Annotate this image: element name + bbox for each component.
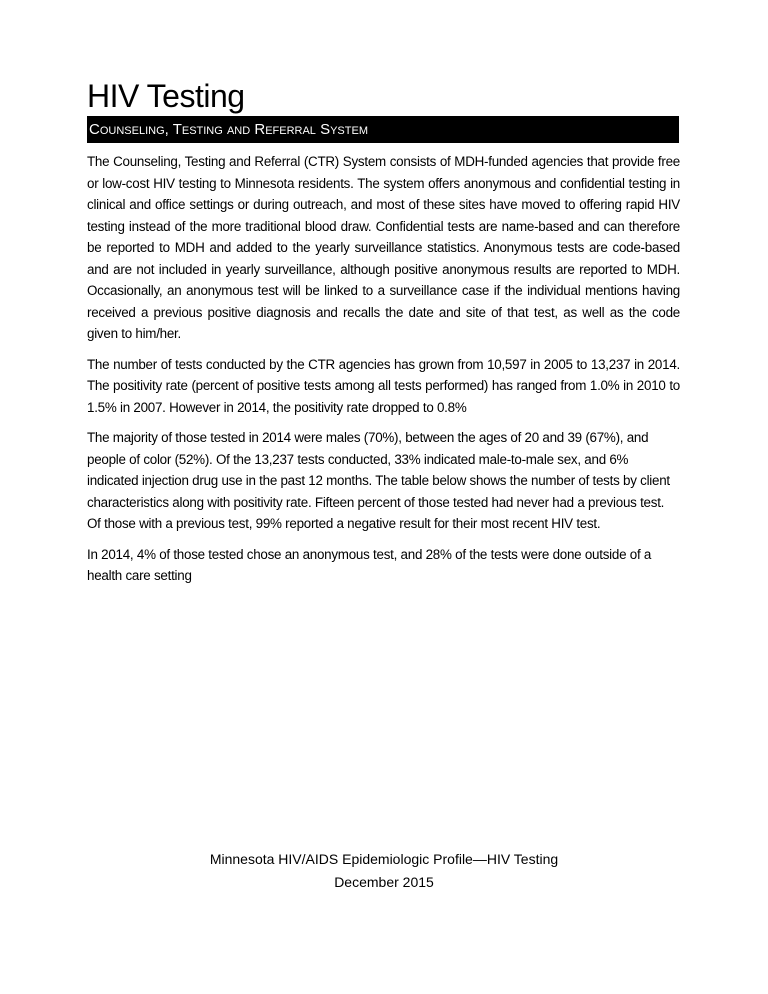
page-footer [0, 848, 768, 894]
page-title: HIV Testing [87, 78, 245, 114]
paragraph-test-counts: The number of tests conducted by the CTR agencies has grown from 10,597 in 2005 to 13,237 in 2014. The positivity rate (percent of positive tests among all tests performed) has ranged from 1.0% in 2010 to 1.5% in 2007. However in 2014, the positivity rate dropped to 0.8% [87, 356, 680, 415]
footer-date: December 2015 [334, 874, 434, 890]
paragraph-demographics: The majority of those tested in 2014 were males (70%), between the ages of 20 and 39 (67%), and people of color (52%). Of the 13,237 tests conducted, 33% indicated male-to-male sex, and 6% indicated injection drug use in the past 12 months. The table below shows the number of tests by client characteristics along with positivity rate. Fifteen percent of those tested had never had a previous test. Of those with a previous test, 99% reported a negative result for their most recent HIV test. [87, 430, 670, 531]
document-body [87, 151, 680, 596]
paragraph-anonymous: In 2014, 4% of those tested chose an anonymous test, and 28% of the tests were done outside of a health care setting [87, 546, 652, 583]
paragraph-ctr-system: The Counseling, Testing and Referral (CTR) System consists of MDH-funded agencies that provide free or low-cost HIV testing to Minnesota residents. The system offers anonymous and confidential testing in clinical and office settings or during outreach, and most of these sites have moved to offering rapid HIV testing instead of the more traditional blood draw. Confidential tests are name-based and can therefore be reported to MDH and added to the yearly surveillance statistics. Anonymous tests are code-based and are not included in yearly surveillance, although positive anonymous results are reported to MDH. Occasionally, an anonymous test will be linked to a surveillance case if the individual mentions having received a previous positive diagnosis and recalls the date and site of that test, as well as the code given to him/her. [87, 154, 680, 341]
footer-title: Minnesota HIV/AIDS Epidemiologic Profile—HIV Testing [209, 851, 559, 867]
section-heading: Counseling, Testing and Referral System [87, 116, 679, 143]
